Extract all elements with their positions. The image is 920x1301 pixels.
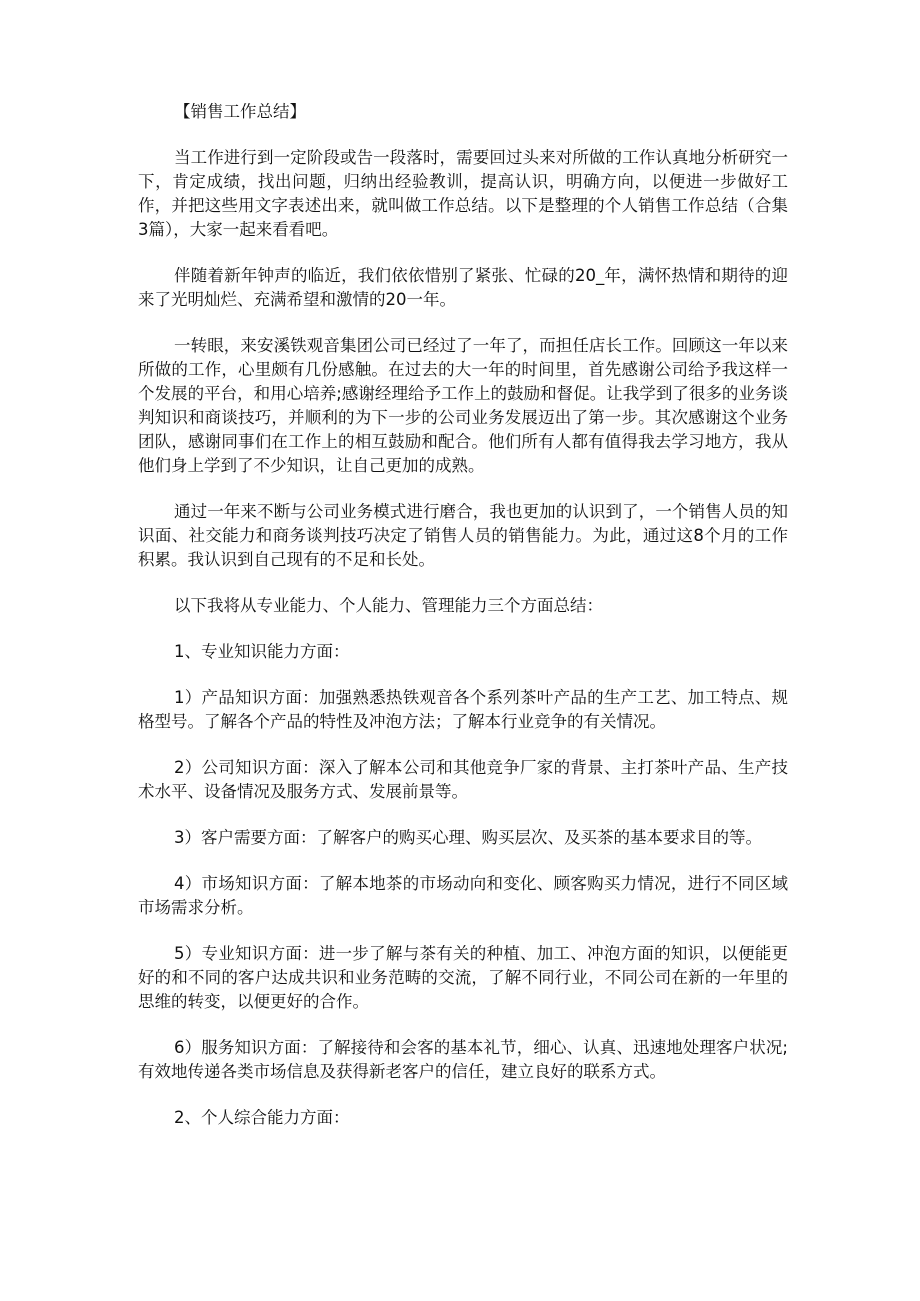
- document-title: 【销售工作总结】: [174, 102, 306, 121]
- insight-paragraph: 通过一年来不断与公司业务模式进行磨合，我也更加的认识到了，一个销售人员的知识面、社交能力和商务谈判技巧决定了销售人员的销售能力。为此，通过这8个月的工作积累。我认识到自己现有的不足和长处。: [138, 502, 788, 569]
- customer-needs-paragraph: 3）客户需要方面：了解客户的购买心理、购买层次、及买茶的基本要求目的等。: [174, 828, 762, 847]
- review-paragraph: 一转眼，来安溪铁观音集团公司已经过了一年了，而担任店长工作。回顾这一年以来所做的工作，心里颇有几份感触。在过去的大一年的时间里，首先感谢公司给予我这样一个发展的平台，和用心培养;感谢经理给予工作上的鼓励和督促。让我学到了很多的业务谈判知识和商谈技巧，并顺利的为下一步的公司业务发展迈出了第一步。其次感谢这个业务团队，感谢同事们在工作上的相互鼓励和配合。他们所有人都有值得我去学习地方，我从他们身上学到了不少知识，让自己更加的成熟。: [138, 336, 788, 475]
- section-heading-professional: 1、专业知识能力方面：: [174, 642, 350, 661]
- section-heading-personal: 2、个人综合能力方面：: [174, 1108, 350, 1127]
- professional-knowledge-paragraph: 5）专业知识方面：进一步了解与茶有关的种植、加工、冲泡方面的知识，以便能更好的和不同的客户达成共识和业务范畴的交流，了解不同行业，不同公司在新的一年里的思维的转变，以便更好的合作。: [138, 944, 788, 1011]
- summary-outline-paragraph: 以下我将从专业能力、个人能力、管理能力三个方面总结：: [174, 596, 603, 615]
- product-knowledge-paragraph: 1）产品知识方面：加强熟悉热铁观音各个系列茶叶产品的生产工艺、加工特点、规格型号。了解各个产品的特性及冲泡方法；了解本行业竞争的有关情况。: [138, 688, 788, 731]
- document-body: [138, 100, 788, 1152]
- service-knowledge-paragraph: 6）服务知识方面：了解接待和会客的基本礼节，细心、认真、迅速地处理客户状况;有效地传递各类市场信息及获得新老客户的信任，建立良好的联系方式。: [138, 1038, 788, 1081]
- intro-paragraph: 当工作进行到一定阶段或告一段落时，需要回过头来对所做的工作认真地分析研究一下，肯定成绩，找出问题，归纳出经验教训，提高认识，明确方向，以便进一步做好工作，并把这些用文字表述出来，就叫做工作总结。以下是整理的个人销售工作总结（合集3篇），大家一起来看看吧。: [138, 148, 788, 239]
- new-year-paragraph: 伴随着新年钟声的临近，我们依依惜别了紧张、忙碌的20_年，满怀热情和期待的迎来了光明灿烂、充满希望和激情的20一年。: [138, 266, 788, 309]
- market-knowledge-paragraph: 4）市场知识方面：了解本地茶的市场动向和变化、顾客购买力情况，进行不同区域市场需求分析。: [138, 874, 788, 917]
- company-knowledge-paragraph: 2）公司知识方面：深入了解本公司和其他竞争厂家的背景、主打茶叶产品、生产技术水平、设备情况及服务方式、发展前景等。: [138, 758, 788, 801]
